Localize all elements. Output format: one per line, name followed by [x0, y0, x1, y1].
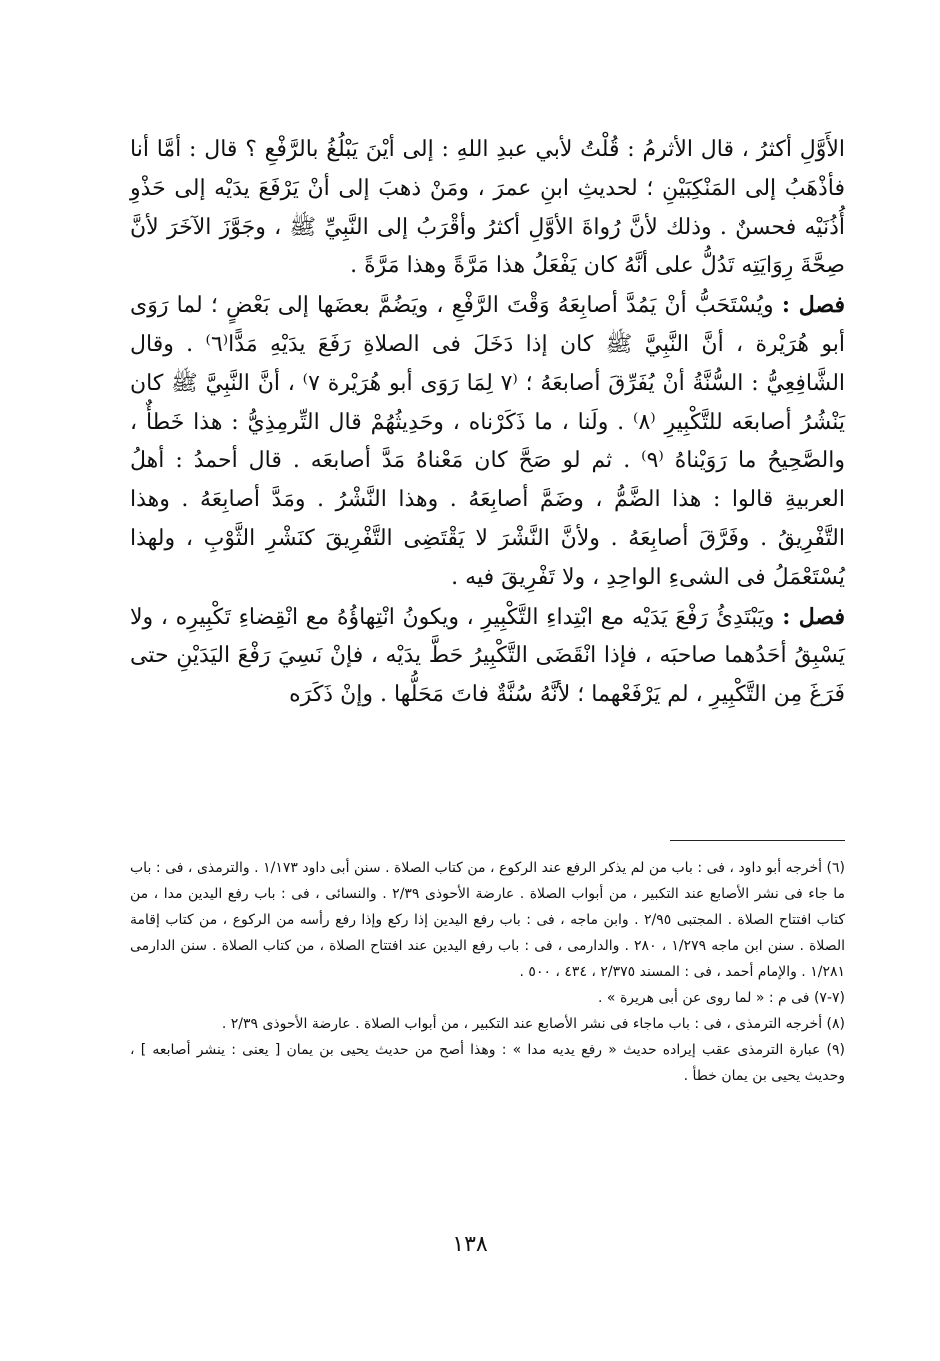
section-heading: فصل :: [782, 603, 845, 630]
footnotes-block: [130, 855, 845, 1089]
paragraph-text: ويَبْتَدِئُ رَفْعَ يَدَيْه مع ابْتِداءِ التَّكْبِيرِ ، ويكونُ انْتِهاؤُهُ مع انْقِضاءِ تَكْبِيرِه ، ولا يَسْبِقُ أحَدُهما صاحبَه ، فإذا انْقَضَى التَّكْبِيرُ حَطَّ يدَيْه ، فإنْ نَسِيَ رَفْعَ اليَدَيْنِ حتى فَرَغَ مِن التَّكْبِيرِ ، لم يَرْفَعْهما ؛ لأنَّهُ سُنَّةٌ فاتَ مَحَلُّها . وإنْ ذَكَرَه: [130, 604, 845, 708]
paragraph-1: [130, 130, 845, 286]
page-number: ١٣٨: [452, 1232, 488, 1257]
footnote-7: (٧-٧) فى م : « لما روى عن أبى هريرة » .: [598, 990, 845, 1006]
footnote-8: (٨) أخرجه الترمذى ، فى : باب ماجاء فى نشر الأصابع عند التكبير ، من أبواب الصلاة . عارضة الأحوذى ٢/٣٩ .: [221, 1016, 845, 1032]
paragraph-3: [130, 598, 845, 715]
paragraph-2: [130, 286, 845, 597]
paragraph-text: الأَوَّلِ أكثرُ ، قال الأثرمُ : قُلْتُ لأبي عبدِ اللهِ : إلى أيْنَ يَبْلُغُ بالرَّفْعِ ؟ قال : أمَّا أنا فأذْهَبُ إلى المَنْكِبَيْنِ ؛ لحديثِ ابنِ عمرَ ، ومَنْ ذهبَ إلى أنْ يَرْفَعَ يدَيْه إلى حَذْوِ أُذُنَيْه فحسنٌ . وذلك لأنَّ رُواةَ الأوَّلِ أكثرُ وأقْرَبُ إلى النَّبِيِّ ﷺ ، وجَوَّزَ الآخَرَ لأنَّ صِحَّةَ رِوَايَتِه تَدُلُّ على أنَّهُ كان يَفْعَلُ هذا مَرَّةً وهذا مَرَّةً .: [130, 137, 845, 279]
main-text-block: [130, 130, 845, 715]
footnote-6: (٦) أخرجه أبو داود ، فى : باب من لم يذكر الرفع عند الركوع ، من كتاب الصلاة . سنن أبى داود ١/١٧٣ . والترمذى ، فى : باب ما جاء فى نشر الأصابع عند التكبير ، من أبواب الصلاة . عارضة الأحوذى ٢/٣٩ . والنسائى ، فى : باب رفع اليدين مدا ، من كتاب افتتاح الصلاة . المجتبى ٢/٩٥ . وابن ماجه ، فى : باب رفع اليدين إذا ركع وإذا رفع رأسه من الركوع ، من كتاب إقامة الصلاة . سنن ابن ماجه ١/٢٧٩ ، ٢٨٠ . والدارمى ، فى : باب رفع اليدين عند افتتاح الصلاة ، من كتاب الصلاة . سنن الدارمى ١/٢٨١ . والإمام أحمد ، فى : المسند ٢/٣٧٥ ، ٤٣٤ ، ٥٠٠ .: [130, 860, 846, 980]
paragraph-text: ويُسْتَحَبُّ أنْ يَمُدَّ أصابِعَهُ وَقْتَ الرَّفْعِ ، ويَضُمَّ بعضَها إلى بَعْضٍ ؛ لما رَوَى أبو هُرَيْرة ، أنَّ النَّبِيَّ ﷺ كان إذا دَخَلَ فى الصلاةِ رَفَعَ يدَيْهِ مَدًّا⁽٦⁾ . وقال الشَّافِعِيُّ : السُّنَّةُ أنْ يُفَرِّقَ أصابعَهُ ؛ ⁽٧ لِمَا رَوَى أبو هُرَيْرة ٧⁾ ، أنَّ النَّبِيَّ ﷺ كان يَنْشُرُ أصابعَه للتَّكْبِيرِ ⁽٨⁾ . ولَنا ، ما ذَكَرْناه ، وحَدِيثُهُمْ قال التِّرمِذِيُّ : هذا خَطأٌ ، والصَّحِيحُ ما رَوَيْناهُ ⁽٩⁾ . ثم لو صَحَّ كان مَعْناهُ مَدَّ أصابعَه . قال أحمدُ : أهلُ العربيةِ قالوا : هذا الضَّمُّ ، وضَمَّ أصابِعَهُ . وهذا النَّشْرُ . ومَدَّ أصابِعَهُ . وهذا التَّفْرِيقُ . وفَرَّقَ أصابِعَهُ . ولأنَّ النَّشْرَ لا يَقْتَضِى التَّفْرِيقَ كنَشْرِ الثَّوْبِ ، ولهذا يُسْتَعْمَلُ فى الشىءِ الواحِدِ ، ولا تَفْرِيقَ فيه .: [130, 293, 846, 590]
footnote-9: (٩) عبارة الترمذى عقب إيراده حديث « رفع يديه مدا » : وهذا أصح من حديث يحيى بن يمان [ يعنى : ينشر أصابعه ] ، وحديث يحيى بن يمان خطأ .: [130, 1042, 845, 1084]
footnote-divider: [670, 840, 845, 841]
section-heading: فصل :: [781, 292, 845, 319]
